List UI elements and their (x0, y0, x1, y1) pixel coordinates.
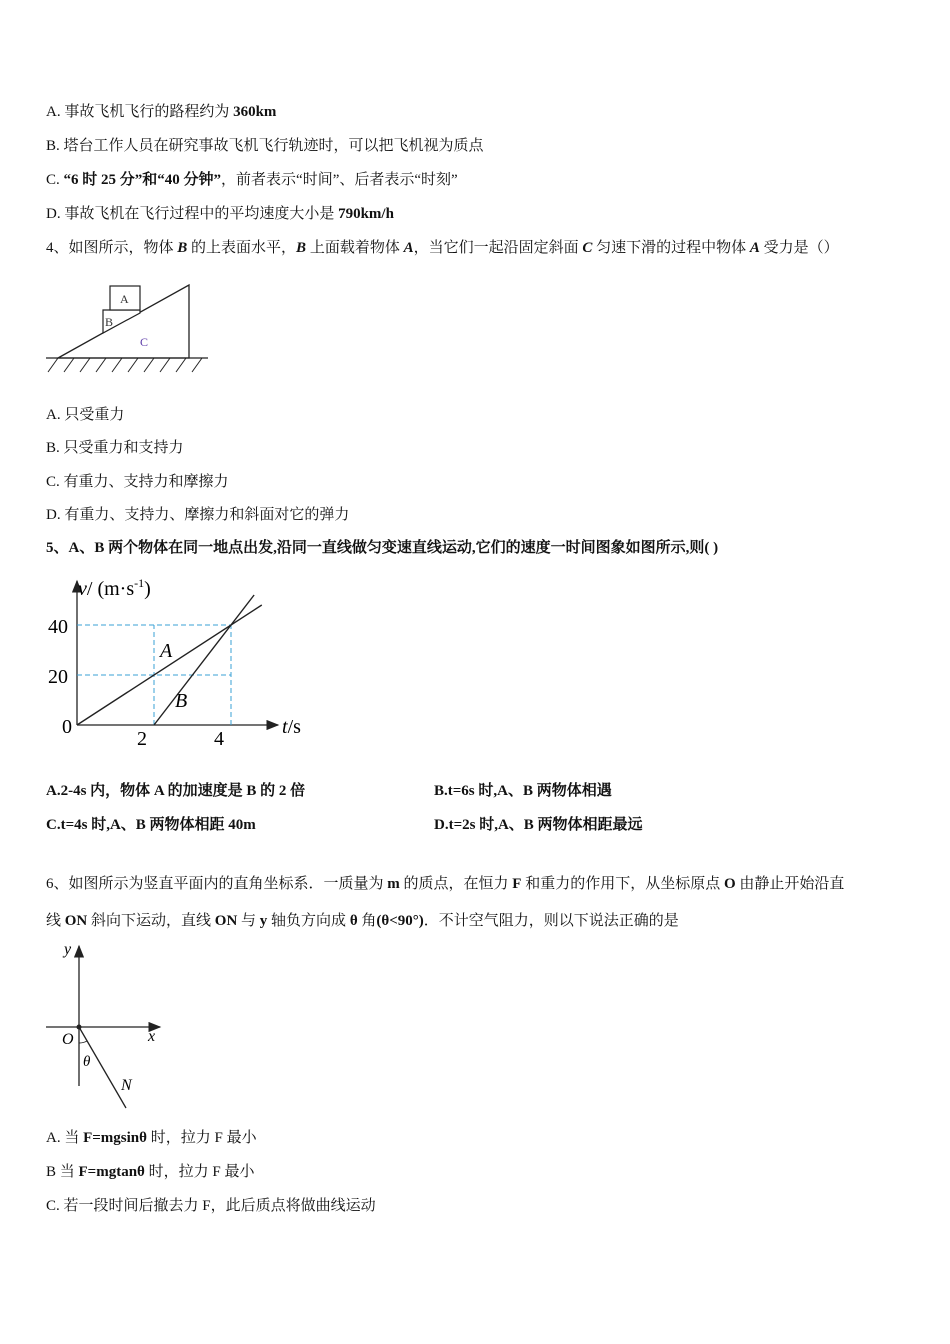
y-tick-40: 40 (48, 616, 68, 638)
q6-option-b (46, 1162, 254, 1182)
v-axis-close: ) (144, 578, 151, 600)
q6-option-b-suffix: 时，拉力 F 最小 (144, 1164, 255, 1180)
q5-stem: 5、A、B 两个物体在同一地点出发,沿同一直线做匀变速直线运动,它们的速度一时间图象如图所示,则( ) (46, 540, 719, 556)
line-b-label: B (175, 690, 188, 712)
q6-var-on: ON (64, 913, 88, 929)
q6-stem-line1 (46, 874, 844, 894)
q6-var-on: ON (214, 913, 238, 929)
x-tick-2: 2 (137, 728, 147, 750)
q3-option-d (46, 204, 394, 224)
v-axis-var: v (78, 578, 87, 600)
q3-option-a (46, 102, 276, 122)
block-b-label: B (105, 315, 114, 329)
t-axis-unit: /s (287, 716, 301, 738)
q6-stem-part: 线 (46, 913, 65, 929)
v-axis-exponent: -1 (134, 576, 145, 590)
origin-label: O (62, 1031, 74, 1048)
x-tick-4: 4 (214, 728, 224, 750)
q6-option-c: C. 若一段时间后撤去力 F，此后质点将做曲线运动 (46, 1198, 376, 1214)
q6-option-b-formula: F=mgtanθ (78, 1164, 145, 1180)
q4-var-b: B (296, 240, 307, 256)
q4-stem-part: 上面载着物体 (306, 240, 404, 256)
q6-stem-part: 由静止开始沿直 (735, 876, 845, 892)
q4-option-a: A. 只受重力 (46, 407, 125, 423)
q6-stem-part: 轴负方向成 (267, 913, 350, 929)
ground-hatching (48, 358, 202, 372)
block-a-label: A (120, 292, 129, 306)
q6-stem-part: 与 (237, 913, 260, 929)
q6-option-a (46, 1128, 257, 1148)
n-label: N (121, 1077, 132, 1094)
q6-var-f: F (512, 876, 522, 892)
t-axis-label (282, 716, 301, 738)
q4-var-a: A (749, 240, 760, 256)
q4-stem-part: 匀速下滑的过程中物体 (592, 240, 750, 256)
theta-label: θ (83, 1054, 91, 1070)
q4-stem-part: 受力是（） (759, 240, 839, 256)
q6-var-theta: θ (349, 913, 358, 929)
q6-var-m: m (387, 876, 400, 892)
q3-option-d-text: D. 事故飞机在飞行过程中的平均速度大小是 (46, 206, 339, 222)
q4-var-b: B (177, 240, 188, 256)
y-tick-20: 20 (48, 666, 68, 688)
y-axis-label: y (64, 941, 72, 958)
q3-option-a-text: A. 事故飞机飞行的路程约为 (46, 104, 234, 120)
series-line-a (77, 605, 262, 725)
q3-option-c-rest: ，前者表示“时间”、后者表示“时刻” (221, 172, 458, 188)
q3-option-d-value: 790km/h (338, 206, 394, 222)
v-axis-label (78, 576, 151, 600)
q5-option-d: D.t=2s 时,A、B 两物体相距最远 (434, 817, 643, 833)
q3-option-b: B. 塔台工作人员在研究事故飞机飞行轨迹时，可以把飞机视为质点 (46, 138, 484, 154)
q6-var-y: y (259, 913, 268, 929)
q6-condition: (θ<90°) (376, 913, 424, 929)
theta-arc (79, 1041, 87, 1043)
q4-stem-part: 的上表面水平， (187, 240, 297, 256)
q6-stem-line2 (46, 911, 679, 931)
q4-var-c: C (582, 240, 593, 256)
q3-option-c-prefix: C. (46, 172, 64, 188)
q5-option-c: C.t=4s 时,A、B 两物体相距 40m (46, 817, 256, 833)
q4-option-d: D. 有重力、支持力、摩擦力和斜面对它的弹力 (46, 507, 350, 523)
origin-point (77, 1025, 82, 1030)
origin-label: 0 (62, 716, 72, 738)
q6-option-a-suffix: 时，拉力 F 最小 (146, 1130, 257, 1146)
q6-axes-figure (40, 938, 180, 1113)
q3-option-c-quote: “6 时 25 分”和“40 分钟” (63, 172, 222, 188)
q6-stem-part: ．不计空气阻力，则以下说法正确的是 (423, 913, 679, 929)
t-axis-var: t (282, 716, 288, 738)
q6-option-b-prefix: B 当 (46, 1164, 79, 1180)
v-axis-unit: / (m·s (86, 578, 135, 600)
line-a-label: A (160, 640, 173, 662)
q4-stem-part: ，当它们一起沿固定斜面 (413, 240, 583, 256)
q3-option-a-value: 360km (233, 104, 277, 120)
incline-c-label: C (140, 335, 149, 349)
q3-option-c (46, 170, 458, 190)
q4-stem (46, 238, 839, 258)
q6-stem-part: 角 (357, 913, 377, 929)
q4-option-c: C. 有重力、支持力和摩擦力 (46, 474, 229, 490)
q6-stem-part: 斜向下运动，直线 (87, 913, 215, 929)
q6-stem-part: 6、如图所示为竖直平面内的直角坐标系．一质量为 (46, 876, 388, 892)
x-axis-label: x (148, 1028, 156, 1045)
q4-incline-figure (40, 278, 215, 378)
q5-option-a: A.2-4s 内，物体 A 的加速度是 B 的 2 倍 (46, 783, 306, 799)
q4-option-b: B. 只受重力和支持力 (46, 440, 184, 456)
q6-option-a-prefix: A. 当 (46, 1130, 84, 1146)
q4-stem-part: 4、如图所示，物体 (46, 240, 178, 256)
q5-option-b: B.t=6s 时,A、B 两物体相遇 (434, 783, 612, 799)
q5-vt-graph (40, 565, 320, 755)
q6-stem-part: 的质点，在恒力 (399, 876, 513, 892)
q4-var-a: A (403, 240, 414, 256)
q6-stem-part: 和重力的作用下，从坐标原点 (521, 876, 724, 892)
q6-option-a-formula: F=mgsinθ (83, 1130, 147, 1146)
q6-var-o: O (723, 876, 736, 892)
